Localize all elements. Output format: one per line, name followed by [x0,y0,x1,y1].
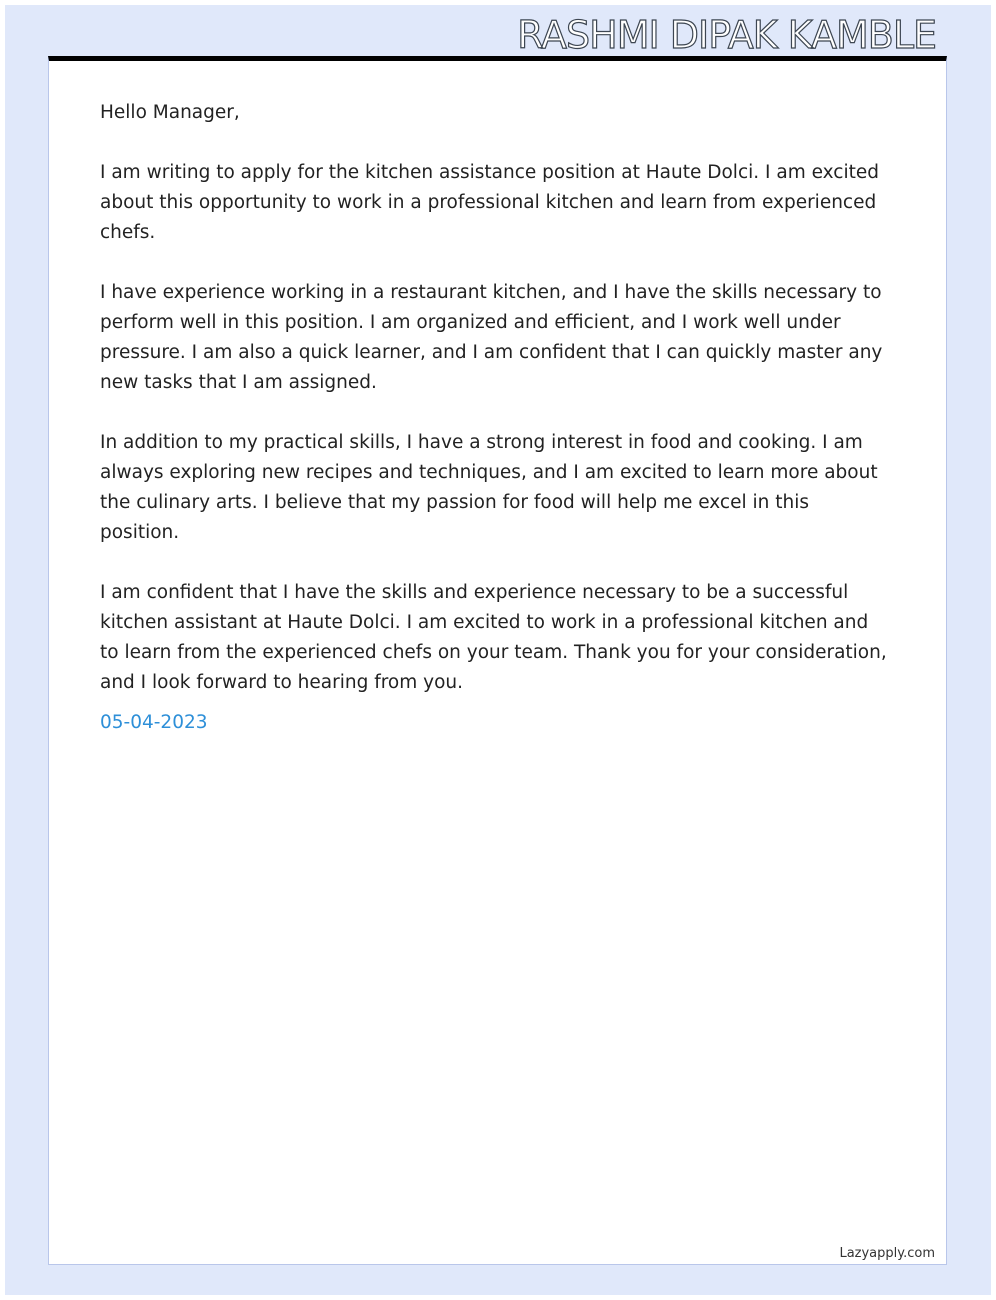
letter-paragraph: I have experience working in a restaurant kitchen, and I have the skills necessary to perform well in this position. I am organized and efficient, and I work well under pressure. I am also a quick learner, and I am confident that I can quickly master any new tasks that I am assigned. [100,282,883,393]
letter-date: 05-04-2023 [100,712,208,733]
applicant-name: RASHMI DIPAK KAMBLE [517,13,936,57]
letter-paragraph: I am confident that I have the skills and experience necessary to be a successful kitchen assistant at Haute Dolci. I am excited to work in a professional kitchen and to learn from the experienced chefs on your team. Thank you for your consideration, and I look forward to hearing from you. [100,582,887,693]
cover-letter-body [100,98,892,738]
letter-greeting: Hello Manager, [100,102,240,123]
letter-paragraph: I am writing to apply for the kitchen assistance position at Haute Dolci. I am excited about this opportunity to work in a professional kitchen and learn from experienced chefs. [100,162,879,243]
letter-paragraph: In addition to my practical skills, I have a strong interest in food and cooking. I am always exploring new recipes and techniques, and I am excited to learn more about the culinary arts. I believe that my passion for food will help me excel in this position. [100,432,878,543]
footer-brand: Lazyapply.com [839,1246,935,1261]
